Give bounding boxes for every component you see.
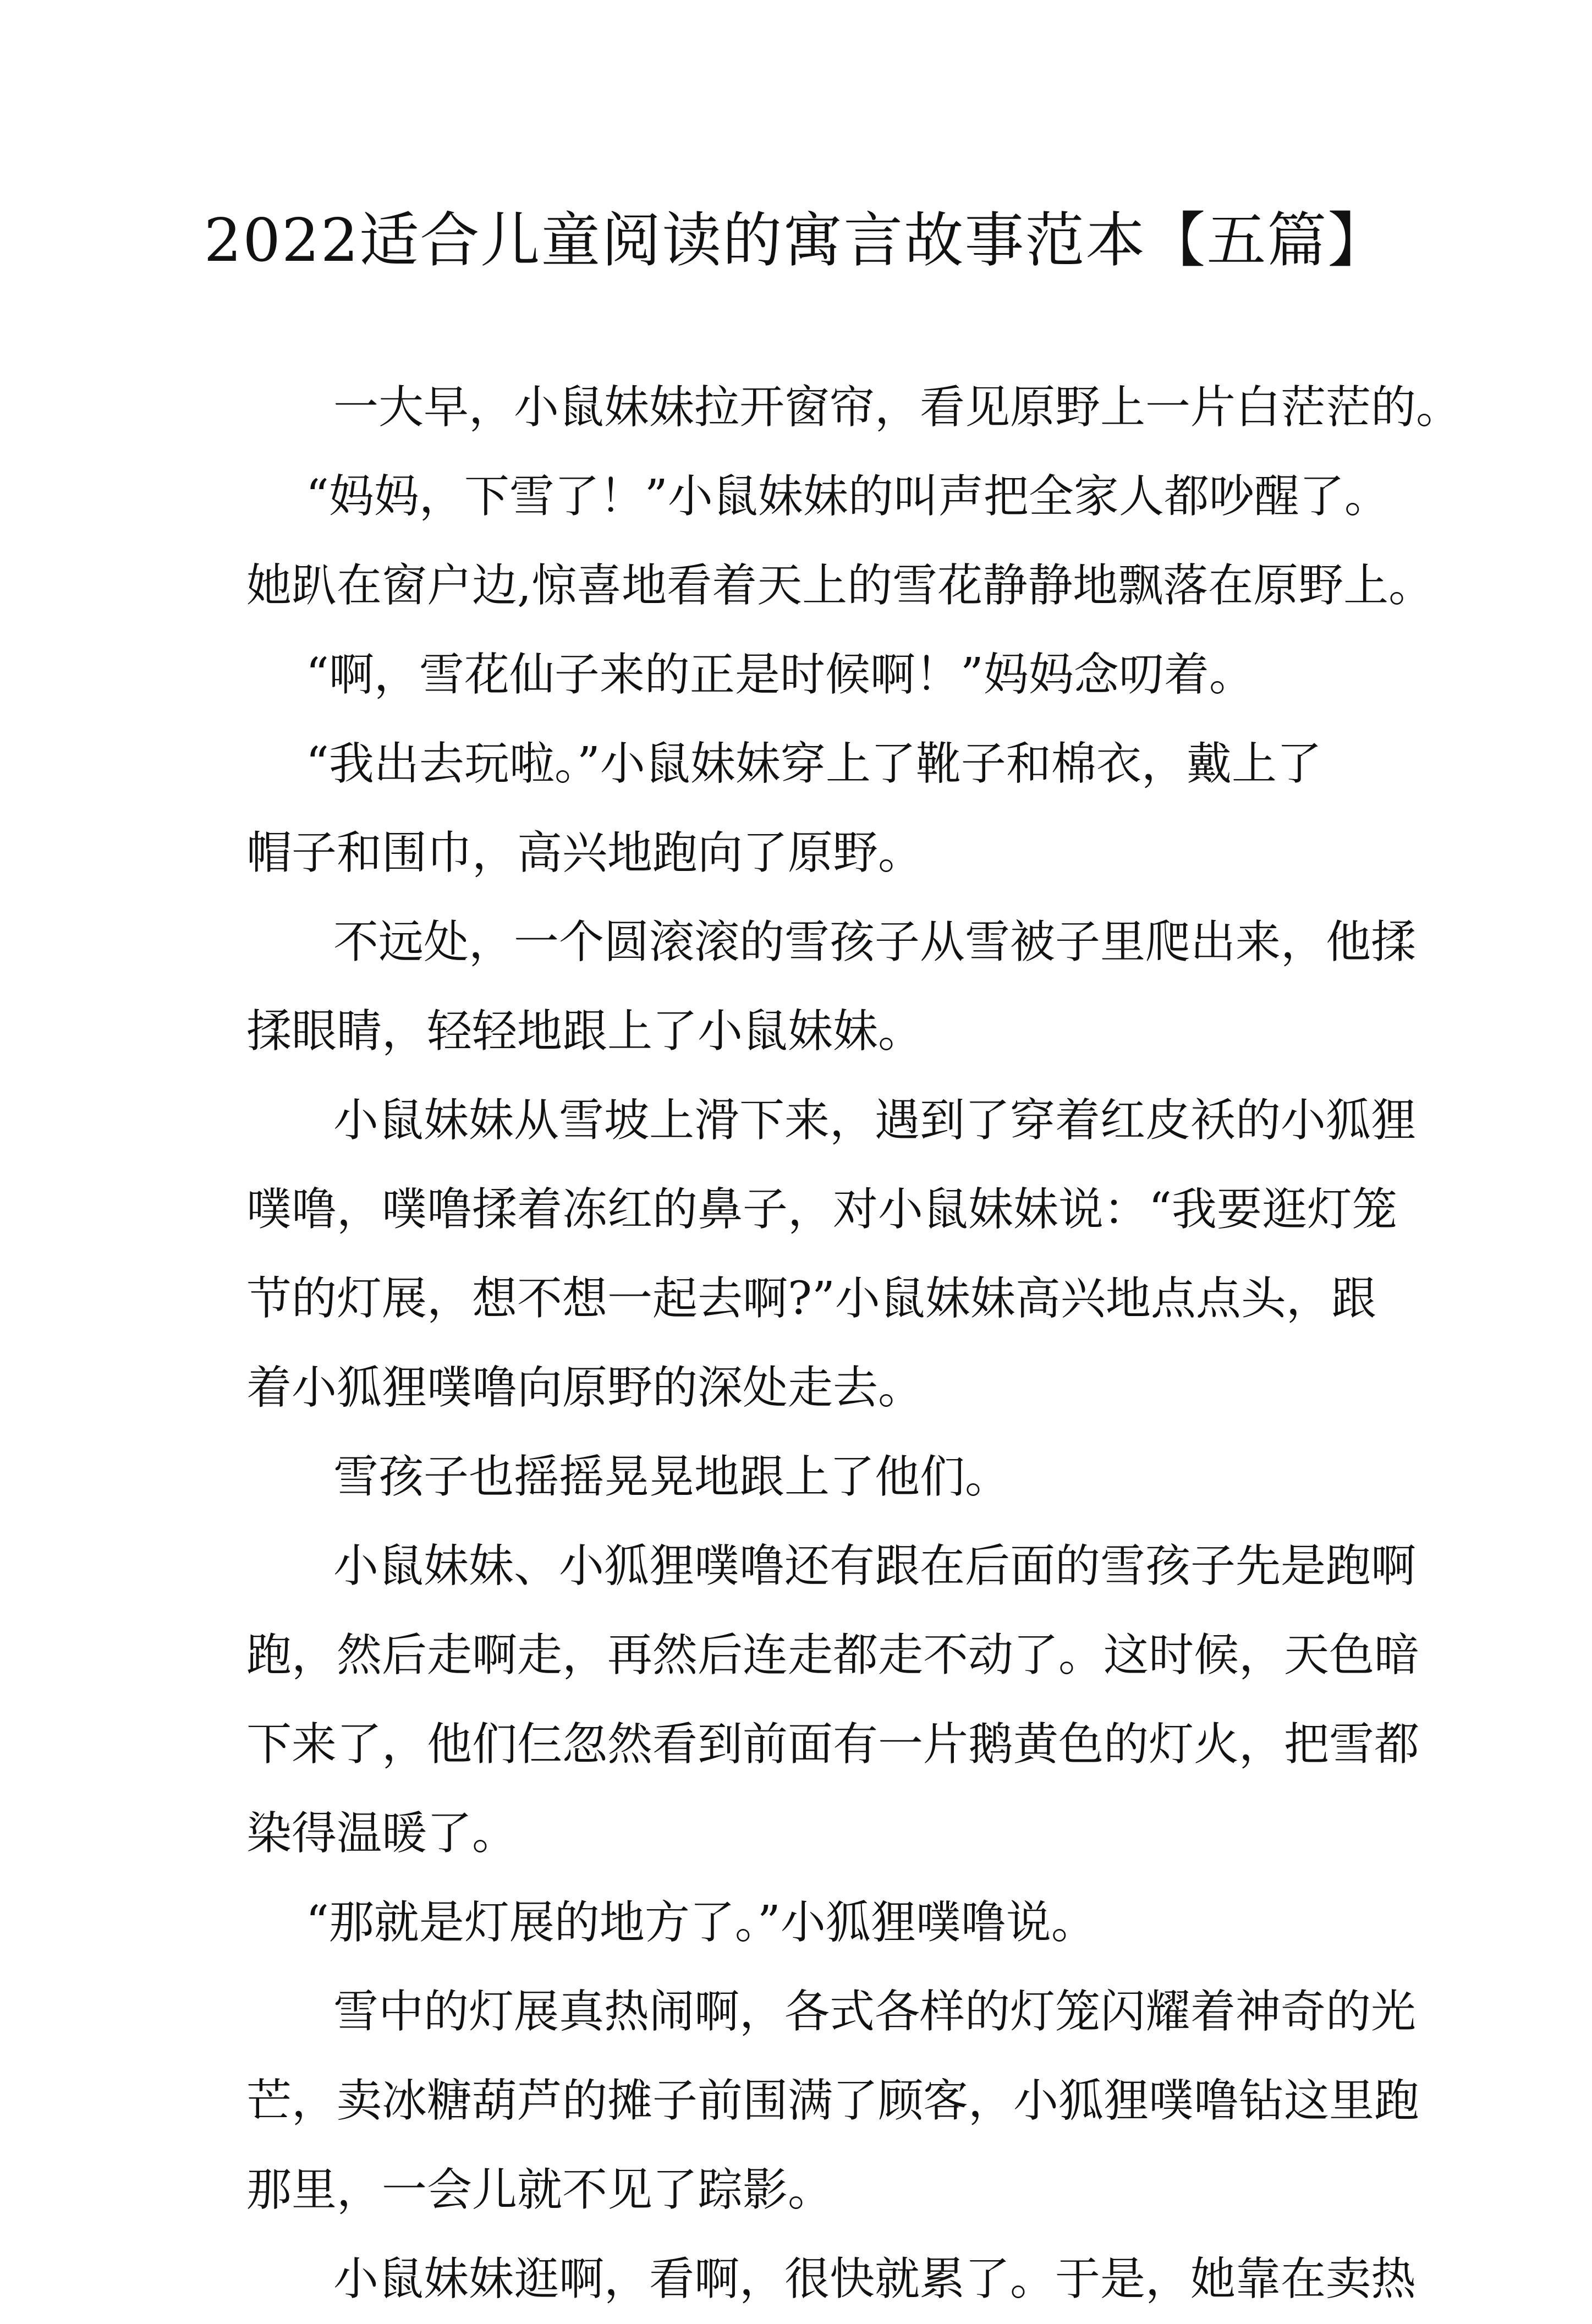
paragraph-line: 小鼠妹妹、小狐狸噗噜还有跟在后面的雪孩子先是跑啊	[333, 1540, 1417, 1592]
paragraph-line: 节的灯展，想不想一起去啊?”小鼠妹妹高兴地点点头，跟	[246, 1273, 1376, 1325]
paragraph-line: “我出去玩啦。”小鼠妹妹穿上了靴子和棉衣，戴上了	[306, 738, 1322, 790]
paragraph-line: 小鼠妹妹从雪坡上滑下来，遇到了穿着红皮袄的小狐狸	[333, 1094, 1417, 1147]
document-body	[246, 363, 1462, 2324]
paragraph-line: “啊，雪花仙子来的正是时候啊！”妈妈念叨着。	[306, 649, 1254, 701]
paragraph-line: 帽子和围巾，高兴地跑向了原野。	[246, 827, 924, 879]
paragraph-line: 不远处，一个圆滚滚的雪孩子从雪被子里爬出来，他揉	[333, 916, 1417, 968]
paragraph-line: 小鼠妹妹逛啊，看啊，很快就累了。于是，她靠在卖热	[333, 2253, 1417, 2305]
paragraph-line: 芒，卖冰糖葫芦的摊子前围满了顾客，小狐狸噗噜钻这里跑	[246, 2075, 1420, 2127]
paragraph-line: 下来了，他们仨忽然看到前面有一片鹅黄色的灯火，把雪都	[246, 1718, 1420, 1771]
paragraph-line: “那就是灯展的地方了。”小狐狸噗噜说。	[306, 1897, 1096, 1949]
paragraph-line: 雪孩子也摇摇晃晃地跟上了他们。	[333, 1451, 1011, 1503]
paragraph-line: 一大早，小鼠妹妹拉开窗帘，看见原野上一片白茫茫的。	[333, 381, 1462, 434]
document-title: 2022适合儿童阅读的寓言故事范本【五篇】	[204, 206, 1388, 275]
paragraph-line: 噗噜，噗噜揉着冻红的鼻子，对小鼠妹妹说：“我要逛灯笼	[246, 1183, 1397, 1236]
paragraph-line: “妈妈，下雪了！”小鼠妹妹的叫声把全家人都吵醒了。	[306, 470, 1390, 523]
paragraph-line: 揉眼睛，轻轻地跟上了小鼠妹妹。	[246, 1005, 924, 1057]
paragraph-line: 那里，一会儿就不见了踪影。	[246, 2164, 833, 2216]
paragraph-line: 染得温暖了。	[246, 1807, 518, 1860]
paragraph-line: 她趴在窗户边,惊喜地看着天上的雪花静静地飘落在原野上。	[246, 560, 1434, 612]
paragraph-line: 跑，然后走啊走，再然后连走都走不动了。这时候，天色暗	[246, 1629, 1420, 1681]
paragraph-line: 雪中的灯展真热闹啊，各式各样的灯笼闪耀着神奇的光	[333, 1986, 1417, 2038]
paragraph-line: 着小狐狸噗噜向原野的深处走去。	[246, 1362, 924, 1414]
